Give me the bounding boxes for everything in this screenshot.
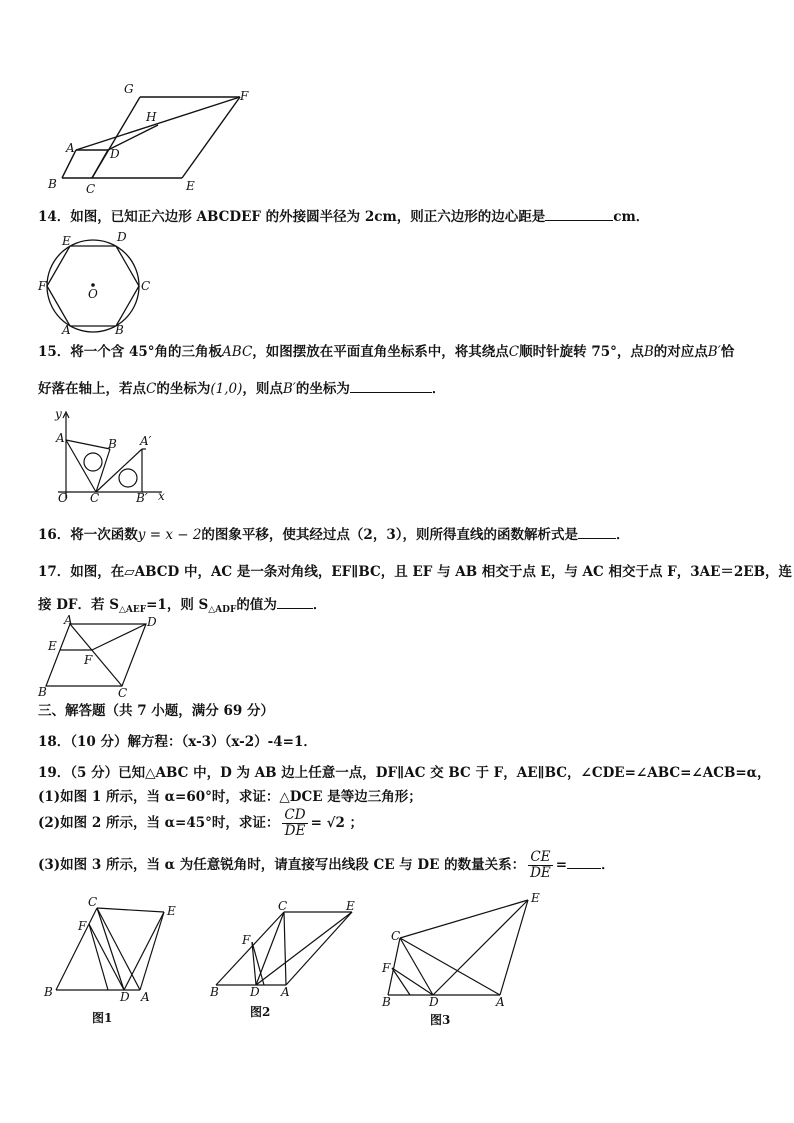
label-B: B bbox=[382, 995, 391, 1009]
q15-text: 的坐标为 bbox=[156, 381, 211, 397]
label-D: D bbox=[429, 995, 439, 1009]
label-E: E bbox=[62, 234, 71, 248]
label-H: H bbox=[146, 110, 157, 124]
question-15-line2 bbox=[38, 380, 445, 397]
q19-figure-1 bbox=[40, 894, 190, 1028]
q19-figure-3 bbox=[378, 890, 548, 1028]
question-19-part2 bbox=[38, 808, 363, 839]
q16-text: 的图象平移，使其经过点（2，3），则所得直线的函数解析式是 bbox=[201, 527, 578, 543]
q13-figure bbox=[40, 84, 270, 196]
label-B: B bbox=[115, 323, 124, 337]
label-E: E bbox=[186, 179, 195, 193]
frac-den: DE bbox=[284, 823, 306, 839]
label-A: A bbox=[62, 323, 71, 337]
question-14 bbox=[38, 208, 649, 225]
label-D: D bbox=[147, 615, 157, 629]
q15-text: ，如图摆放在平面直角坐标系中，将其绕点 bbox=[252, 344, 509, 360]
q17-subscript: △AEF bbox=[118, 605, 147, 615]
q19-text: (2)如图 2 所示，当 α=45°时，求证： bbox=[38, 815, 280, 831]
question-17-line1: 17．如图，在▱ABCD 中，AC 是一条对角线，EF∥BC，且 EF 与 AB 相交于点 E，与 AC 相交于点 F，3AE＝2EB，连 bbox=[38, 564, 793, 580]
answer-blank-15[interactable] bbox=[350, 380, 432, 393]
answer-blank-14[interactable] bbox=[545, 208, 613, 221]
label-F: F bbox=[240, 89, 249, 103]
fraction-cd-de bbox=[282, 808, 307, 839]
label-A: A bbox=[56, 431, 65, 445]
label-C: C bbox=[88, 895, 98, 909]
label-A: A bbox=[281, 985, 290, 999]
q14-text: 14．如图，已知正六边形 ABCDEF 的外接圆半径为 2cm，则正六边形的边心距是 bbox=[38, 209, 546, 225]
label-E: E bbox=[531, 891, 540, 905]
label-F: F bbox=[38, 279, 47, 293]
q17-text: =1，则 S bbox=[146, 597, 209, 613]
frac-num: CD bbox=[284, 807, 306, 823]
q15-b-prime: B′ bbox=[282, 381, 296, 397]
label-B: B bbox=[44, 985, 53, 999]
label-A: A bbox=[496, 995, 505, 1009]
q15-c: C bbox=[508, 344, 520, 360]
label-F: F bbox=[78, 919, 87, 933]
answer-blank-19[interactable] bbox=[567, 856, 601, 869]
figure-caption: 图3 bbox=[430, 1013, 451, 1027]
q15-text: 的坐标为 bbox=[295, 381, 350, 397]
q19-figure-2 bbox=[206, 896, 366, 1020]
q17-text: 接 DF．若 S bbox=[38, 597, 119, 613]
section-heading: 三、解答题（共 7 小题，满分 69 分） bbox=[38, 703, 274, 719]
q19-text: = bbox=[555, 857, 568, 873]
label-E: E bbox=[346, 899, 355, 913]
q14-unit: cm． bbox=[613, 209, 650, 225]
label-B: B bbox=[48, 177, 57, 191]
q15-abc: ABC bbox=[222, 344, 253, 360]
label-D: D bbox=[250, 985, 260, 999]
label-B: B bbox=[108, 437, 117, 451]
answer-blank-17[interactable] bbox=[277, 596, 313, 609]
label-C: C bbox=[391, 929, 401, 943]
question-18: 18．（10 分）解方程：（x-3）（x-2）-4=1． bbox=[38, 734, 317, 750]
label-F: F bbox=[382, 961, 391, 975]
q16-expression: y = x − 2 bbox=[137, 527, 202, 543]
q15-b-prime: B′ bbox=[707, 344, 721, 360]
label-A: A bbox=[66, 141, 75, 155]
label-E: E bbox=[167, 904, 176, 918]
q15-coordinate-figure bbox=[48, 408, 173, 506]
q15-text: 顺时针旋转 75°，点 bbox=[519, 344, 644, 360]
answer-blank-16[interactable] bbox=[578, 526, 616, 539]
q19-text: = √2 ； bbox=[310, 815, 364, 831]
q16-end: ． bbox=[615, 527, 630, 543]
question-19-part1: (1)如图 1 所示，当 α=60°时，求证：△DCE 是等边三角形； bbox=[38, 789, 422, 805]
label-B: B bbox=[38, 685, 47, 699]
label-O: O bbox=[58, 491, 68, 505]
label-G: G bbox=[124, 82, 134, 96]
label-A: A bbox=[141, 990, 150, 1004]
q14-hexagon-figure bbox=[36, 228, 156, 340]
question-15-line1 bbox=[38, 344, 734, 360]
q15-end: ． bbox=[431, 381, 446, 397]
label-A: A bbox=[64, 613, 73, 627]
figure-caption: 图2 bbox=[250, 1005, 271, 1019]
frac-num: CE bbox=[528, 850, 553, 866]
q16-text: 16．将一次函数 bbox=[38, 527, 138, 543]
q15-b: B bbox=[643, 344, 654, 360]
label-C: C bbox=[86, 182, 96, 196]
label-B-prime: B′ bbox=[136, 491, 148, 505]
q19-text: (3)如图 3 所示，当 α 为任意锐角时，请直接写出线段 CE 与 DE 的数量关系： bbox=[38, 857, 526, 873]
q17-subscript: △ADF bbox=[208, 605, 237, 615]
label-E: E bbox=[48, 639, 57, 653]
label-F: F bbox=[242, 933, 251, 947]
label-x: x bbox=[158, 489, 165, 503]
figure-caption: 图1 bbox=[92, 1011, 113, 1025]
fraction-ce-de bbox=[528, 850, 553, 881]
label-C: C bbox=[118, 686, 128, 700]
q15-c: C bbox=[146, 381, 157, 397]
q17-text: 的值为 bbox=[236, 597, 277, 613]
question-19-line1: 19．（5 分）已知△ABC 中，D 为 AB 边上任意一点，DF∥AC 交 BC 于 F，AE∥BC，∠CDE=∠ABC=∠ACB=α， bbox=[38, 765, 771, 781]
label-D: D bbox=[120, 990, 130, 1004]
q15-text: 15．将一个含 45°角的三角板 bbox=[38, 344, 223, 360]
q17-parallelogram-figure bbox=[36, 612, 166, 700]
label-C: C bbox=[141, 279, 151, 293]
frac-den: DE bbox=[530, 865, 551, 881]
label-A-prime: A′ bbox=[140, 434, 152, 448]
question-16 bbox=[38, 526, 629, 543]
label-B: B bbox=[210, 985, 219, 999]
label-D: D bbox=[110, 147, 120, 161]
q15-text: 的对应点 bbox=[653, 344, 708, 360]
label-D: D bbox=[117, 230, 127, 244]
q15-text: 恰 bbox=[720, 344, 735, 360]
label-y: y bbox=[55, 407, 62, 421]
q15-text: 好落在轴上，若点 bbox=[38, 381, 146, 397]
q19-end: ． bbox=[601, 857, 615, 873]
label-C: C bbox=[90, 491, 100, 505]
label-C: C bbox=[278, 899, 288, 913]
question-19-part3 bbox=[38, 850, 615, 881]
q17-end: ． bbox=[312, 597, 327, 613]
label-F: F bbox=[84, 653, 93, 667]
q15-coord: (1,0) bbox=[210, 381, 243, 397]
q15-text: ，则点 bbox=[242, 381, 283, 397]
label-O: O bbox=[88, 287, 98, 301]
